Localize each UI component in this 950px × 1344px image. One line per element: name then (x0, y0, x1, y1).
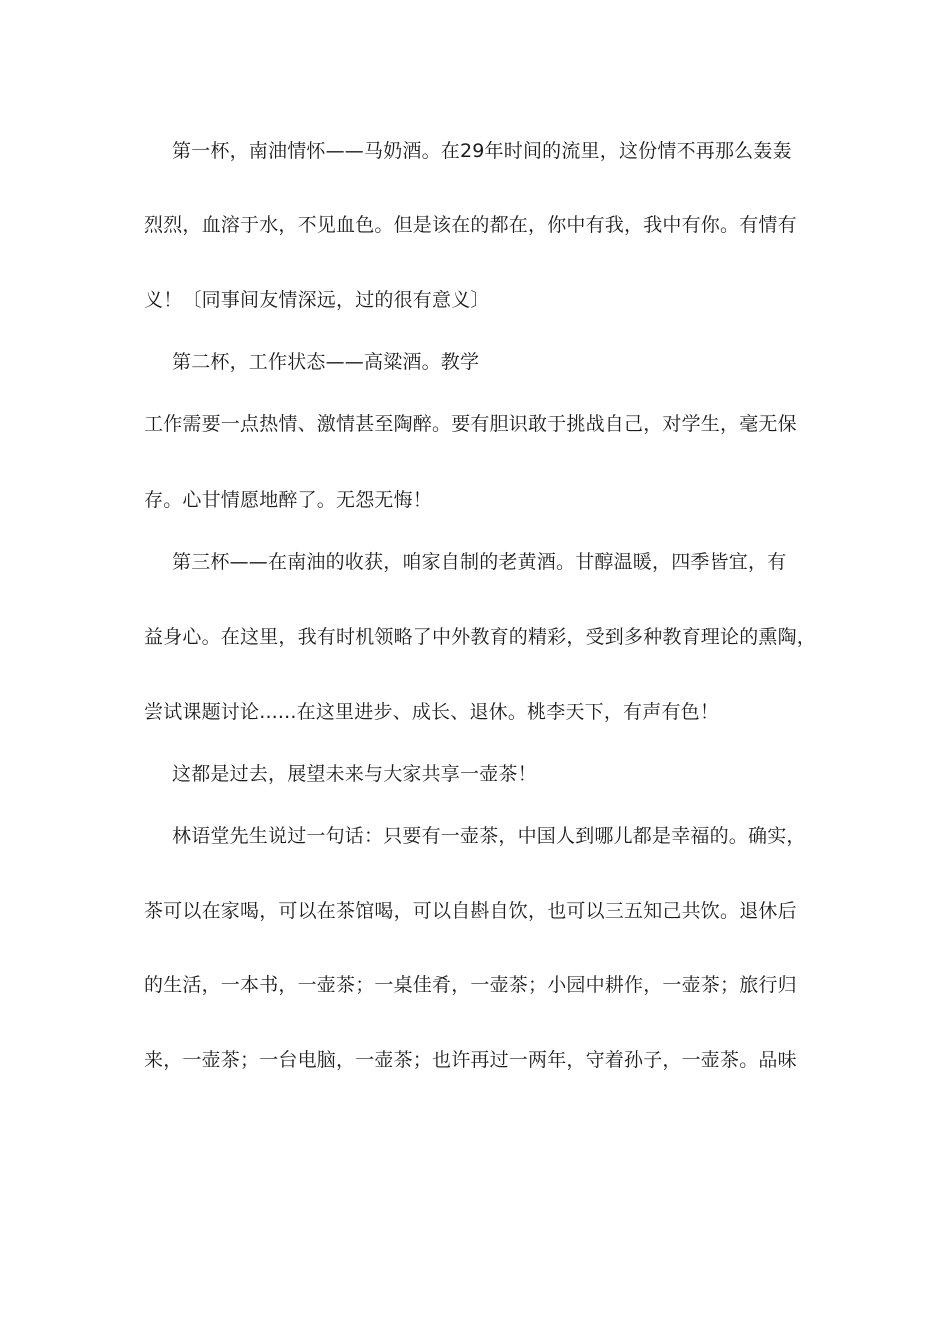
paragraph-line: 的生活，一本书，一壶茶；一桌佳肴，一壶茶；小园中耕作，一壶茶；旅行归 (144, 974, 797, 996)
paragraph-line: 烈烈，血溶于水，不见血色。但是该在的都在，你中有我，我中有你。有情有 (144, 214, 797, 236)
paragraph-line: 存。心甘情愿地醉了。无怨无悔！ (144, 489, 433, 511)
paragraph-line: 这都是过去，展望未来与大家共享一壶茶！ (172, 763, 537, 785)
paragraph-line: 第一杯，南油情怀——马奶酒。在29年时间的流里，这份情不再那么轰轰 (172, 140, 792, 162)
paragraph-line: 尝试课题讨论......在这里进步、成长、退休。桃李天下，有声有色！ (144, 701, 720, 723)
paragraph-line: 工作需要一点热情、激情甚至陶醉。要有胆识敢于挑战自己，对学生，毫无保 (144, 413, 797, 435)
paragraph-line: 益身心。在这里，我有时机领略了中外教育的精彩，受到多种教育理论的熏陶， (144, 626, 817, 648)
paragraph-line: 第三杯——在南油的收获，咱家自制的老黄酒。甘醇温暖，四季皆宜，有 (172, 551, 787, 573)
paragraph-line: 林语堂先生说过一句话：只要有一壶茶，中国人到哪儿都是幸福的。确实， (172, 825, 806, 847)
paragraph-line: 第二杯，工作状态——高粱酒。教学 (172, 351, 480, 373)
paragraph-line: 义！〔同事间友情深远，过的很有意义〕 (144, 289, 490, 311)
paragraph-line: 茶可以在家喝，可以在茶馆喝，可以自斟自饮，也可以三五知己共饮。退休后 (144, 900, 797, 922)
paragraph-line: 来，一壶茶；一台电脑，一壶茶；也许再过一两年，守着孙子，一壶茶。品味 (144, 1049, 797, 1071)
